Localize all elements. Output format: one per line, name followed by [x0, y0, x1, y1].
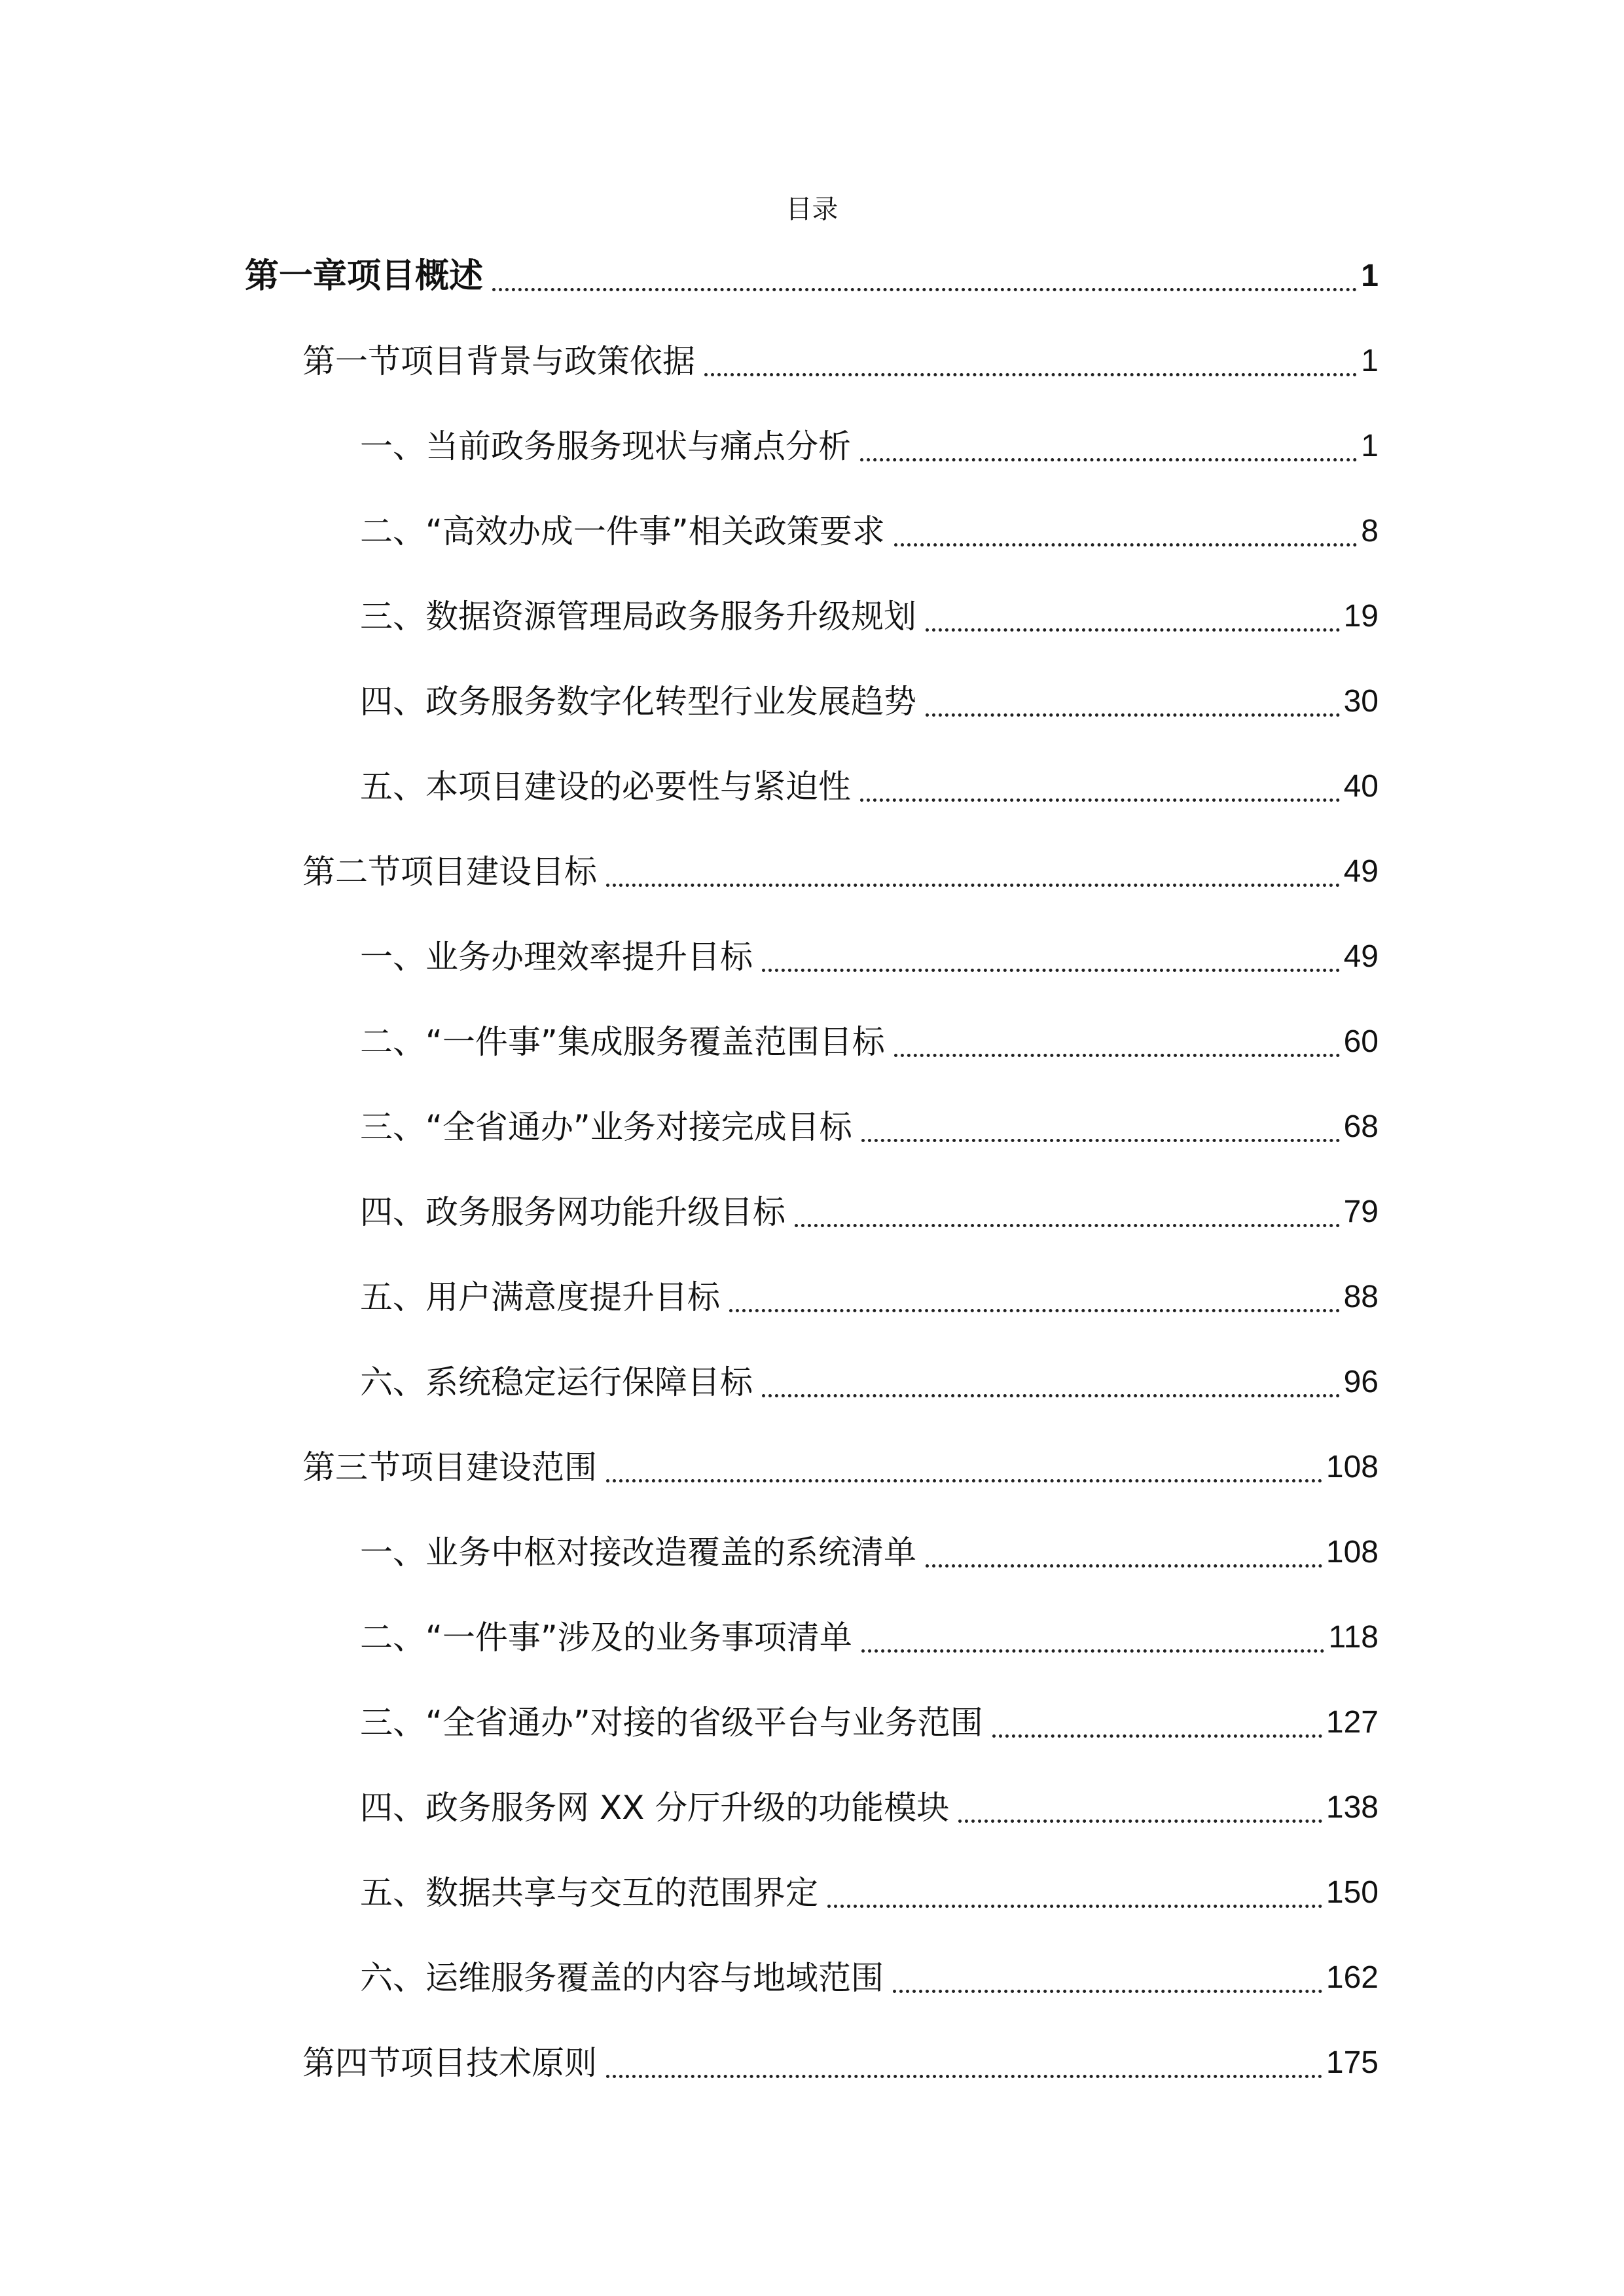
- dot-leader: [861, 1139, 1340, 1142]
- toc-entry-label: 二、“一件事”涉及的业务事项清单: [360, 1619, 852, 1657]
- toc-entry[interactable]: [302, 846, 1379, 898]
- dot-leader: [893, 1990, 1322, 1993]
- dot-leader: [827, 1905, 1322, 1908]
- dot-leader: [704, 373, 1357, 376]
- toc-entry-label: 四、政务服务网功能升级目标: [360, 1193, 785, 1231]
- dot-leader: [894, 543, 1357, 547]
- dot-leader: [729, 1309, 1340, 1312]
- toc-entry-label: 一、当前政务服务现状与痛点分析: [360, 427, 851, 465]
- toc-entry-page: 8: [1361, 514, 1379, 548]
- toc-entry-page: 19: [1343, 599, 1379, 634]
- toc-entry-page: 1: [1361, 259, 1379, 293]
- toc-entry-page: 30: [1343, 684, 1379, 719]
- toc-entry[interactable]: [302, 2037, 1379, 2089]
- dot-leader: [606, 1479, 1322, 1482]
- dot-leader: [926, 628, 1340, 632]
- toc-entry[interactable]: [302, 335, 1379, 387]
- toc-entry[interactable]: [360, 1016, 1379, 1068]
- toc-entry[interactable]: [360, 1696, 1379, 1749]
- toc-entry-label: 三、“全省通办”对接的省级平台与业务范围: [360, 1704, 983, 1742]
- dot-leader: [492, 288, 1357, 291]
- toc-entry-label: 四、政务服务数字化转型行业发展趋势: [360, 683, 916, 721]
- dot-leader: [606, 884, 1340, 887]
- toc-entry-label: 六、系统稳定运行保障目标: [360, 1363, 753, 1401]
- toc-entry-label: 第一节项目背景与政策依据: [302, 342, 695, 380]
- dot-leader: [762, 1394, 1340, 1397]
- toc-entry-page: 138: [1326, 1790, 1379, 1825]
- toc-entry[interactable]: [360, 505, 1379, 558]
- toc-entry-label: 三、数据资源管理局政务服务升级规划: [360, 598, 916, 636]
- dot-leader: [926, 1564, 1322, 1568]
- toc-entry-page: 162: [1326, 1960, 1379, 1995]
- toc-entry-page: 79: [1343, 1194, 1379, 1229]
- toc-entry-label: 五、用户满意度提升目标: [360, 1278, 720, 1316]
- toc-entry-page: 1: [1361, 429, 1379, 463]
- dot-leader: [992, 1734, 1322, 1738]
- toc-entry[interactable]: [360, 1952, 1379, 2004]
- toc-entry-page: 49: [1343, 939, 1379, 974]
- dot-leader: [606, 2075, 1322, 2078]
- dot-leader: [762, 969, 1340, 972]
- toc-entry-label: 五、数据共享与交互的范围界定: [360, 1874, 818, 1912]
- toc-entry[interactable]: [360, 420, 1379, 473]
- toc-entry-label: 一、业务办理效率提升目标: [360, 938, 753, 976]
- dot-leader: [860, 798, 1340, 802]
- dot-leader: [860, 458, 1357, 461]
- toc-entry[interactable]: [360, 1101, 1379, 1153]
- toc-entry[interactable]: [360, 1782, 1379, 1834]
- toc-entry-label: 二、“一件事”集成服务覆盖范围目标: [360, 1023, 885, 1061]
- toc-entry-label: 第四节项目技术原则: [302, 2044, 597, 2082]
- toc-entry-label: 六、运维服务覆盖的内容与地域范围: [360, 1959, 884, 1997]
- toc-entry-label: 第一章项目概述: [245, 257, 484, 296]
- toc-entry-label: 四、政务服务网 XX 分厅升级的功能模块: [360, 1789, 950, 1827]
- toc-entry-label: 第二节项目建设目标: [302, 853, 597, 891]
- toc-entry-page: 1: [1361, 344, 1379, 378]
- toc-entry[interactable]: [360, 1867, 1379, 1919]
- toc-entry-page: 150: [1326, 1875, 1379, 1910]
- toc-entry-label: 五、本项目建设的必要性与紧迫性: [360, 768, 851, 806]
- toc-entry-page: 108: [1326, 1450, 1379, 1484]
- toc-entry-page: 118: [1328, 1620, 1379, 1655]
- dot-leader: [795, 1224, 1340, 1227]
- toc-entry-label: 二、“高效办成一件事”相关政策要求: [360, 512, 885, 550]
- toc-entry-page: 127: [1326, 1705, 1379, 1740]
- toc-entry[interactable]: [360, 1526, 1379, 1579]
- dot-leader: [861, 1649, 1325, 1653]
- toc-entry[interactable]: [360, 1356, 1379, 1408]
- toc-entry-label: 一、业务中枢对接改造覆盖的系统清单: [360, 1534, 916, 1571]
- toc-entry[interactable]: [360, 675, 1379, 728]
- toc-entry-page: 108: [1326, 1535, 1379, 1570]
- toc-entry-label: 三、“全省通办”业务对接完成目标: [360, 1108, 852, 1146]
- dot-leader: [894, 1054, 1340, 1057]
- toc-entry-page: 68: [1343, 1109, 1379, 1144]
- toc-entry-label: 第三节项目建设范围: [302, 1448, 597, 1486]
- toc-entry-page: 175: [1326, 2045, 1379, 2080]
- toc-entry[interactable]: [360, 1611, 1379, 1664]
- dot-leader: [926, 713, 1340, 717]
- toc-entry-page: 88: [1343, 1280, 1379, 1314]
- toc-entry-page: 40: [1343, 769, 1379, 804]
- toc-entry[interactable]: [360, 931, 1379, 983]
- toc-entry[interactable]: [360, 761, 1379, 813]
- toc-entry-page: 96: [1343, 1365, 1379, 1399]
- toc-entry[interactable]: [360, 590, 1379, 643]
- toc-entry[interactable]: [360, 1271, 1379, 1323]
- dot-leader: [958, 1820, 1322, 1823]
- toc-entry-page: 60: [1343, 1024, 1379, 1059]
- toc-entry[interactable]: [360, 1186, 1379, 1238]
- toc-entry-page: 49: [1343, 854, 1379, 889]
- toc-title: 目录: [785, 194, 839, 224]
- toc-entry[interactable]: [245, 250, 1379, 302]
- toc-entry[interactable]: [302, 1441, 1379, 1494]
